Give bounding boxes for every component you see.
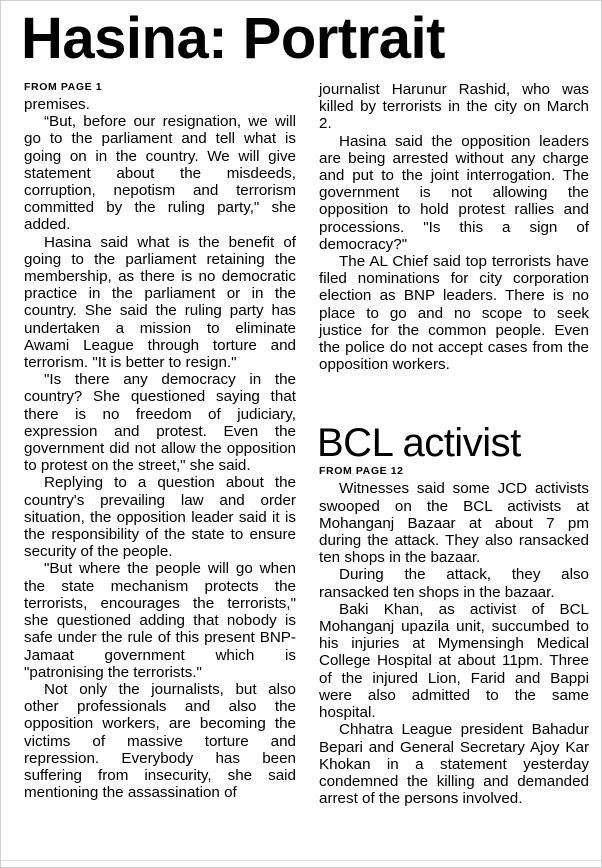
paragraph: Baki Khan, as activist of BCL Mohanganj upazila unit, succumbed to his injuries at Mymensingh Medical College Hospital at about 11pm. Three of the injured Lion, Farid and Bappi were also admitted to the same hospital. [319,600,589,722]
paragraph: journalist Harunur Rashid, who was killed by terrorists in the city on March 2. [319,81,589,133]
paragraph: Replying to a question about the country's prevailing law and order situation, the opposition leader said it is the responsibility of the state to ensure security of the people. [24,474,296,561]
main-headline: Hasina: Portrait [21,6,445,71]
bottom-divider [1,860,601,861]
paragraph: Not only the journalists, but also other professionals and also the opposition workers, are becoming the victims of massive torture and repression. Everybody has been suffering from insecurity, she said mentioning the assassination of [24,680,296,802]
paragraph: Chhatra League president Bahadur Bepari and General Secretary Ajoy Kar Khokan in a statement yesterday condemned the killing and demanded arrest of the persons involved. [319,721,589,808]
paragraph: The AL Chief said top terrorists have filed nominations for city corporation election as BNP leaders. There is no place to go and no scope to seek justice for the common people. Even the police do not accept cases from the opposition workers. [319,253,589,374]
second-jump-label: FROM PAGE 12 [319,465,404,478]
paragraph: Witnesses said some JCD activists swooped on the BCL activists at Mohanganj Bazaar at about 7 pm during the attack. They also ransacked ten shops in the bazaar. [319,480,589,567]
paragraph: Hasina said the opposition leaders are being arrested without any charge and put to the joint interrogation. The government is not allowing the opposition to hold protest rallies and processions. "Is this a sign of democracy?" [319,132,589,253]
paragraph: premises. [24,96,90,113]
main-story-column-2 [319,81,589,807]
paragraph: “But, before our resignation, we will go to the parliament and tell what is going on in the country. We will give statement about the misdeeds, corruption, nepotism and terrorism committed by the ruling party," she added. [24,113,296,234]
main-story-column-1 [24,81,296,801]
second-headline: BCL activist [317,421,521,466]
paragraph: "Is there any democracy in the country? She questioned saying that there is no freedom of judiciary, expression and protest. Even the government did not allow the opposition to protest on the street," she said. [24,371,296,475]
paragraph: Hasina said what is the benefit of going to the parliament retaining the membership, as there is no democratic practice in the parliament or in the country. She said the ruling party has undertaken a mission to eliminate Awami League through torture and terrorism. "It is better to resign." [24,233,296,372]
main-jump-label: FROM PAGE 1 [24,81,103,93]
paragraph: During the attack, they also ransacked ten shops in the bazaar. [319,566,589,601]
paragraph: "But where the people will go when the state mechanism protects the terrorists, encourages the terrorists," she questioned adding that nobody is safe under the rule of this present BNP-Jamaat government which is "patronising the terrorists." [24,560,296,681]
